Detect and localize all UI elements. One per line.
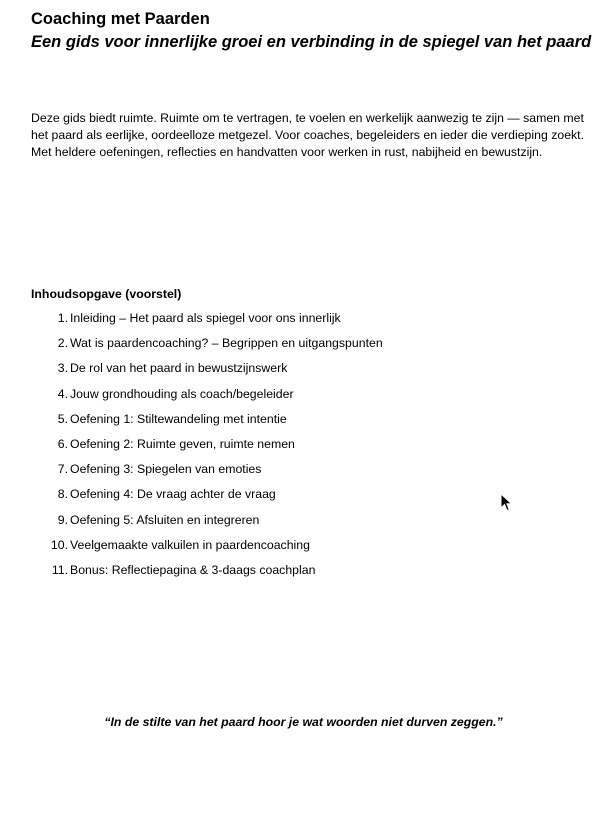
toc-item-number: 5. [57,411,68,426]
toc-item-text: Bonus: Reflectiepagina & 3-daags coachplan [70,562,316,577]
toc-item-number: 6. [57,436,68,451]
document-subtitle: Een gids voor innerlijke groei en verbinding in de spiegel van het paard [31,33,592,51]
toc-item-text: Jouw grondhouding als coach/begeleider [70,386,294,401]
toc-item-text: Inleiding – Het paard als spiegel voor ons innerlijk [70,311,341,325]
toc-item-text: De rol van het paard in bewustzijnswerk [70,361,288,376]
toc-item-number: 1. [57,311,68,325]
toc-item-text: Oefening 2: Ruimte geven, ruimte nemen [70,436,295,451]
toc-item-text: Oefening 5: Afsluiten en integreren [70,512,260,527]
document-title: Coaching met Paarden [31,10,210,28]
toc-item-text: Oefening 4: De vraag achter de vraag [70,487,276,502]
toc-heading: Inhoudsopgave (voorstel) [31,287,182,301]
toc-item-text: Oefening 1: Stiltewandeling met intentie [70,411,287,426]
intro-paragraph: Deze gids biedt ruimte. Ruimte om te vertragen, te voelen en werkelijk aanwezig te zijn — samen met het paard als eerlijke, oordeelloze metgezel. Voor coaches, begeleiders en ieder die verdieping zoekt. Met heldere oefeningen, reflecties en handvatten voor werken in rust, nabijheid en bewustzijn. [31,111,585,159]
toc-item-text: Wat is paardencoaching? – Begrippen en uitgangspunten [70,336,383,351]
toc-item-number: 9. [57,512,68,527]
toc-item-number: 10. [50,537,68,552]
mouse-pointer-icon [500,493,514,513]
toc-item-number: 4. [57,386,68,401]
toc-item-number: 7. [57,462,68,477]
toc-item-number: 8. [57,487,68,502]
toc-item-text: Veelgemaakte valkuilen in paardencoaching [70,537,310,552]
toc-item-number: 3. [57,361,68,376]
toc-item-number: 11. [51,562,68,577]
closing-quote: “In de stilte van het paard hoor je wat woorden niet durven zeggen.” [104,715,503,729]
toc-item-text: Oefening 3: Spiegelen van emoties [70,462,262,477]
toc-item-number: 2. [57,336,68,351]
